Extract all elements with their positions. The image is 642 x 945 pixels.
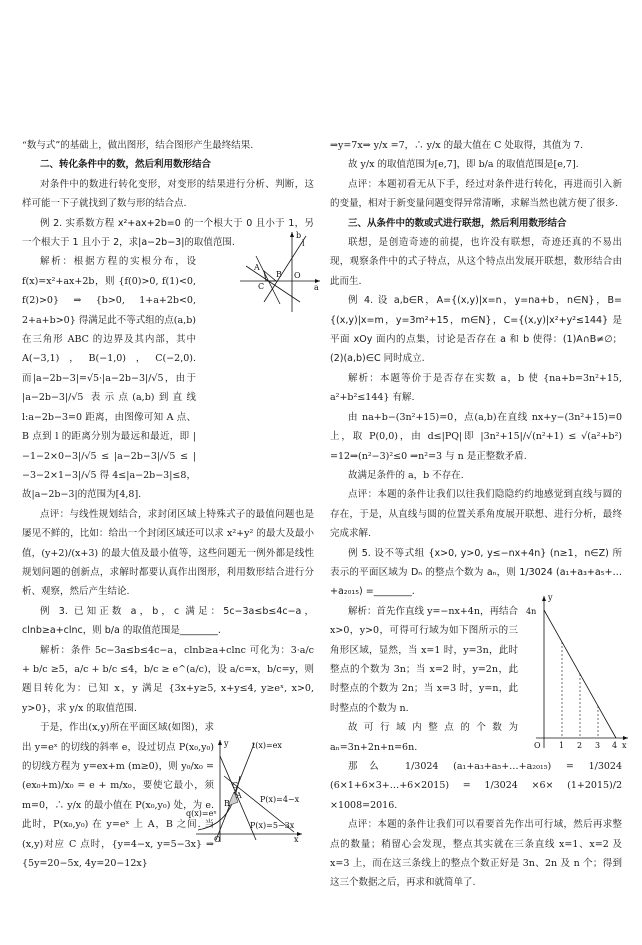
example-3-solution-end: ⇒y=7x⇒ y/x =7，∴ y/x 的最大值在 C 处取得，其值为 7. — [330, 140, 583, 151]
right-column — [330, 136, 622, 893]
example-4-solution-cont: 由 na+b−(3n²+15)=0，点(a,b)在直线 nx+y−(3n²+15)=0 上，取 P(0,0)，由 d≤|PQ|即 |3n²+15|/√(n²+1) ≤ √(a²+b²) =12⇒(n²−3)²≤0 ⇒n²=3 与 n 是正整数矛盾. — [330, 411, 622, 462]
fig2-label-a: A — [236, 791, 242, 800]
fig3-label-x: x — [622, 741, 627, 750]
fig1-label-l: l — [302, 239, 305, 248]
fig1-label-b: b — [296, 231, 302, 240]
figure-integer-points — [526, 592, 630, 752]
example-2-comment: 点评：与线性规划结合，求封闭区域上特殊式子的最值问题也是屡见不鲜的，比如：给出一个封闭区域还可以求 x²+y² 的最大及最小值，(y+2)/(x+3) 的最大值及最小值等，这些问题无一例外都是线性规划问题的创新点，求解时都要认真作出图形，利用数形结合进行分析、观察，然后产生结论. — [22, 508, 314, 598]
fig3-label-origin: O — [534, 741, 541, 750]
fig1-label-origin: O — [294, 271, 301, 280]
fig1-label-c-point: C — [258, 282, 265, 291]
fig1-label-a-axis: a — [314, 283, 319, 292]
fig2-label-tangent: t(x)=ex — [252, 741, 282, 750]
fig2-label-b: B — [224, 799, 230, 808]
section-heading-2: 二、转化条件中的数，然后利用数形结合 — [40, 159, 212, 171]
fig3-label-y: y — [548, 593, 553, 602]
figure-exp-region — [186, 736, 304, 844]
fig1-label-a-point: A — [254, 263, 260, 272]
example-5-comment: 点评：本题的条件让我们可以看要首先作出可行域，然后再求整点的数量；稍留心会发现，整点其实就在三条直线 x=1、x=2 及 x=3 上，而在这三条线上的整点个数正好是 3n、2n 及 n 个；得到这三个数据之后，再求和就简单了. — [330, 819, 622, 889]
example-3-solution-cont: 于是，作出(x,y)所在平面区域(如图)，求出 y=eˣ 的切线的斜率 e，设过切点 P(x₀,y₀) 的切线方程为 y=ex+m (m≥0)，则 y₀/x₀ = (ex₀+m)/x₀ = e + m/x₀，要使它最小，须 m=0，∴ y/x 的最小值在 P(x₀,y₀) 处，为 e. 此时，P(x₀,y₀) 在 y=eˣ 上 A，B 之间. 当(x,y)对应 C 点时，{y=4−x, y=5−3x} ⇒ {5y=20−5x, 4y=20−12x} — [22, 722, 214, 870]
example-4-comment: 点评：本题的条件让我们以往我们隐隐约约地感觉到直线与圆的存在，于是，从直线与圆的位置关系角度展开联想、进行分析，最终完成求解. — [330, 489, 622, 540]
paragraph-section2-intro: 对条件中的数进行转化变形，对变形的结果进行分析、判断，这样可能一下子就找到了数与形的结合点. — [22, 178, 314, 210]
fig3-tick-3: 3 — [595, 741, 601, 750]
example-3-solution: 解析：条件 5c−3a≤b≤4c−a，clnb≥a+clnc 可化为：3·a/c + b/c ≥5，a/c + b/c ≤4，b/c ≥ e^(a/c)，设 a/c=x，b/c=y，则题目转化为：已知 x，y 满足 {3x+y≥5, x+y≤4, y≥eˣ, x>0, y>0}，求 y/x 的取值范围. — [22, 644, 314, 714]
fig3-tick-4: 4 — [612, 741, 618, 750]
example-4-conclusion: 故满足条件的 a，b 不存在. — [348, 469, 464, 481]
example-4-solution: 解析：本题等价于是否存在实数 a，b 使 {na+b=3n²+15, a²+b²≤144} 有解. — [330, 372, 622, 404]
fig2-label-line-4-x: P(x)=4−x — [260, 795, 300, 804]
figure-triangle-abc — [236, 226, 322, 314]
example-5-count: 故可行域内整点的个数为 aₙ=3n+2n+n=6n. — [330, 722, 518, 753]
example-2-solution: 解析：根据方程的实根分布，设 f(x)=x²+ax+2b，则 {f(0)>0, f(1)<0, f(2)>0} ⇒ {b>0, 1+a+2b<0, 2+a+b>0} 得满足此不等式组的点(a,b)在三角形 ABC 的边界及其内部，其中 A(−3,1)，B(−1,0)，C(−2,0). 而|a−2b−3|=√5·|a−2b−3|/√5，由于 |a−2b−3|/√5 表示点(a,b)到直线 l:a−2b−3=0 距离，由图像可知 A 点、B 点到 l 的距离分别为最远和最近，即 |−1−2×0−3|/√5 ≤ |a−2b−3|/√5 ≤ |−3−2×1−3|/√5 得 4≤|a−2b−3|≤8，故|a−2b−3|的范围为[4,8]. — [22, 256, 196, 501]
fig2-label-y: y — [224, 739, 229, 748]
example-3-result: 故 y/x 的取值范围为[e,7]，即 b/a 的取值范围是[e,7]. — [348, 159, 579, 171]
fig2-label-x: x — [294, 835, 299, 844]
fig1-label-b-point: B — [276, 270, 282, 279]
example-3-question: 例 3. 已知正数 a，b，c 满足：5c−3a≤b≤4c−a，clnb≥a+clnc，则 b/a 的取值范围是________. — [22, 605, 314, 637]
fig2-label-origin: O — [214, 835, 221, 844]
example-5-question: 例 5. 设不等式组 {x>0, y>0, y≤−nx+4n} (n≥1，n∈Z) 所表示的平面区域为 Dₙ 的整点个数为 aₙ，则 1/3024 (a₁+a₃+a₅+…+a₂₀₁₅) =________. — [330, 547, 622, 598]
fig3-label-4n: 4n — [526, 607, 537, 616]
fig3-tick-2: 2 — [577, 741, 583, 750]
paragraph-intro-tail: “数与式”的基础上，做出图形，结合图形产生最终结果. — [22, 140, 254, 151]
fig2-label-c: C — [232, 781, 239, 790]
example-5-sum: 那么 1/3024 (a₁+a₃+a₅+…+a₂₀₁₅) = 1/3024 (6×1+6×3+…+6×2015) = 1/3024 ×6× (1+2015)/2 ×1008=2016. — [330, 761, 622, 811]
section-heading-3: 三、从条件中的数或式进行联想，然后利用数形结合 — [348, 217, 567, 229]
fig2-label-exp: q(x)=eˣ — [186, 809, 217, 818]
example-4-question: 例 4. 设 a,b∈R，A={(x,y)|x=n，y=na+b，n∈N}，B={(x,y)|x=m，y=3m²+15，m∈N}，C={(x,y)|x²+y²≤144} 是平面 xOy 面内的点集，讨论是否存在 a 和 b 使得：(1)A∩B≠∅；(2)(a,b)∈C 同时成立. — [330, 295, 622, 365]
fig2-label-line-5-3x: P(x)=5−3x — [250, 821, 295, 830]
example-3-comment: 点评：本题初看无从下手，经过对条件进行转化，再进而引入新的变量，相对于新变量问题变得异常清晰，求解当然也就方便了很多. — [330, 178, 622, 210]
example-5-solution: 解析：首先作直线 y=−nx+4n，再结合 x>0，y>0，可得可行域为如下图所示的三角形区域，显然，当 x=1 时，y=3n，此时整点的个数为 3n；当 x=2 时，y=2n，此时整点的个数为 2n；当 x=3 时，y=n，此时整点的个数为 n. — [330, 605, 518, 714]
paragraph-section3-intro: 联想，是创造奇迹的前提，也许没有联想，奇迹还真的不易出现，观察条件中的式子特点，从这个特点出发展开联想，数形结合由此而生. — [330, 237, 622, 287]
fig3-tick-1: 1 — [559, 741, 565, 750]
example-2-question: 例 2. 实系数方程 x²+ax+2b=0 的一个根大于 0 且小于 1，另一个根大于 1 且小于 2，求|a−2b−3|的取值范围. — [22, 217, 314, 249]
